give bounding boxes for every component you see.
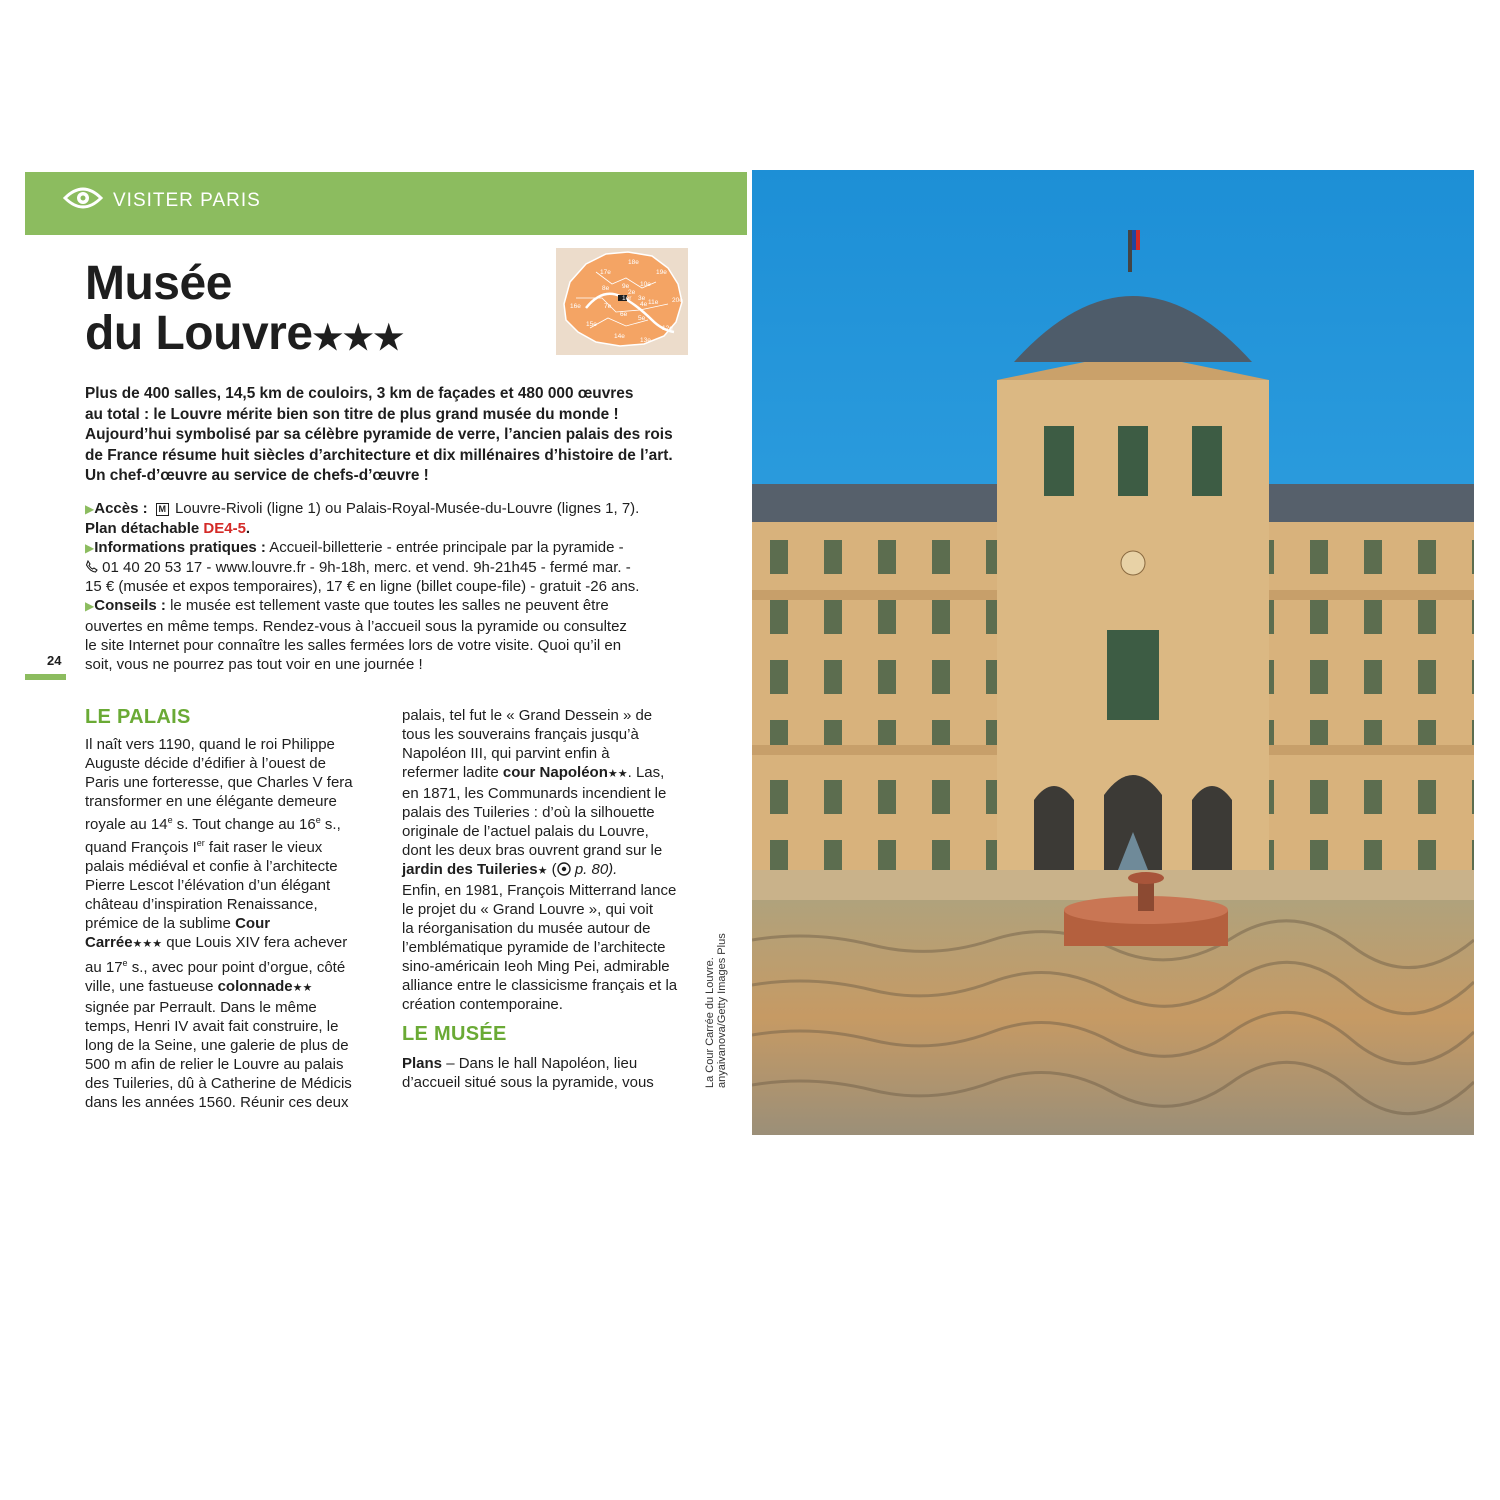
text-line: Paris une forteresse, que Charles V fera [85,774,353,791]
district-label: 16e [570,303,581,310]
text-line: sino-américain Ieoh Ming Pei, admirable [402,958,670,975]
practical-info [85,499,700,674]
plan-reference: DE4-5 [203,520,246,538]
district-label: 4e [640,301,648,308]
access-label: Accès : [94,500,148,517]
page-title [85,259,404,363]
intro-line: Un chef-d’œuvre au service de chefs-d’œuvre ! [85,467,429,484]
page-number-bar [25,674,66,680]
paris-map-icon [556,248,688,355]
text-line: dont les deux bras ouvrent grand sur le [402,842,663,859]
palais-column [85,735,385,1112]
text-line: Carrée★★★ que Louis XIV fera achever [85,934,348,951]
district-label: 10e [640,281,651,288]
intro-line: Plus de 400 salles, 14,5 km de couloirs, 3 km de façades et 480 000 œuvres [85,385,634,402]
text-line: Pierre Lescot l’élévation d’un élégant [85,877,331,894]
text-line: tous les souverains français jusqu’à [402,726,639,743]
district-label: 1er [622,295,632,302]
text-line: prémice de la sublime Cour [85,915,271,932]
louvre-photo [752,170,1474,1135]
text-line: Il naît vers 1190, quand le roi Philippe [85,736,335,753]
tips-line: ouvertes en même temps. Rendez-vous à l’accueil sous la pyramide ou consultez [85,617,627,635]
practical-label: Informations pratiques : [94,539,266,557]
section-heading-musee: LE MUSÉE [402,1023,507,1045]
text-line: Enfin, en 1981, François Mitterrand lance [402,882,677,899]
intro-line: Aujourd’hui symbolisé par sa célèbre pyramide de verre, l’ancien palais des rois [85,426,673,443]
see-reference-icon [557,862,571,876]
text-line: quand François Ier fait raser le vieux [85,838,323,856]
district-label: 14e [614,333,625,340]
triangle-bullet-icon: ▶ [85,541,95,556]
text-line: 500 m afin de relier le Louvre au palais [85,1056,344,1073]
text-line: le projet du « Grand Louvre », qui voit [402,901,653,918]
practical-text: 01 40 20 53 17 - www.louvre.fr - 9h-18h, merc. et vend. 9h-21h45 - fermé mar. - [102,559,631,577]
locator-map [556,248,688,355]
district-label: 5e [638,315,646,322]
title-stars: ★★★ [312,319,404,357]
district-label: 3e [638,295,646,302]
caption-title: La Cour Carrée du Louvre. [704,957,716,1088]
district-label: 9e [622,283,630,290]
text-line: long de la Seine, une galerie de plus de [85,1037,349,1054]
musee-column [402,1054,702,1092]
plan-line [85,519,700,538]
district-label: 6e [620,311,628,318]
banner-title: VISITER PARIS [113,190,261,211]
title-line1: Musée [85,257,232,310]
text-line: transformer en une élégante demeure [85,793,337,810]
text-line: Napoléon III, qui parvint enfin à [402,745,610,762]
access-text: Louvre-Rivoli (ligne 1) ou Palais-Royal-Musée-du-Louvre (lignes 1, 7). [174,500,640,517]
text-line: palais des Tuileries : d’où la silhouette [402,804,655,821]
practical-text: Accueil-billetterie - entrée principale par la pyramide - [269,539,624,557]
text-line: ville, une fastueuse colonnade★★ [85,978,313,995]
text-line: palais médiéval et confie à l’architecte [85,858,338,875]
text-line: refermer ladite cour Napoléon★★. Las, [402,764,665,781]
practical-line: 15 € (musée et expos temporaires), 17 € en ligne (billet coupe-file) - gratuit -26 ans. [85,578,640,596]
triangle-bullet-icon: ▶ [85,502,95,516]
intro-line: de France résume huit siècles d’architecture et dix millénaires d’histoire de l’art. [85,446,673,464]
tips-line [85,596,700,616]
phone-icon [85,560,98,573]
district-label: 15e [586,321,597,328]
text-line: Plans – Dans le hall Napoléon, lieu [402,1055,638,1072]
text-line: palais, tel fut le « Grand Dessein » de [402,707,653,724]
plan-dot: . [245,520,251,538]
district-label: 11e [648,299,659,306]
text-line: Auguste décide d’édifier à l’ouest de [85,755,326,772]
intro-paragraph [85,384,695,487]
tips-line: soit, vous ne pourrez pas tout voir en une journée ! [85,655,423,673]
plan-label: Plan détachable [85,520,200,538]
text-line: l’emblématique pyramide de l’architecte [402,939,666,956]
second-column [402,706,702,1014]
district-label: 12e [662,325,673,332]
section-heading-palais: LE PALAIS [85,706,191,728]
text-line: jardin des Tuileries★ ( p. 80). [402,861,618,878]
eye-icon [63,186,103,210]
text-line: château d’inspiration Renaissance, [85,896,318,913]
text-line: création contemporaine. [402,996,563,1013]
practical-line [85,538,700,558]
metro-icon: M [156,503,169,516]
district-label: 8e [602,285,610,292]
practical-line [85,558,700,577]
access-line [85,499,700,519]
text-line: au 17e s., avec pour point d’orgue, côté [85,958,346,976]
text-line: d’accueil situé sous la pyramide, vous [402,1074,654,1091]
district-label: 18e [628,259,639,266]
district-label: 7e [604,303,612,310]
text-line: originale de l’actuel palais du Louvre, [402,823,649,840]
intro-line: au total : le Louvre mérite bien son titre de plus grand musée du monde ! [85,405,619,423]
district-label: 20e [672,297,683,304]
triangle-bullet-icon: ▶ [85,599,95,614]
tips-text: le musée est tellement vaste que toutes les salles ne peuvent être [170,597,609,615]
title-line2: du Louvre [85,307,313,360]
photo-caption [704,933,728,1088]
district-label: 19e [656,269,667,276]
text-line: des Tuileries, dû à Catherine de Médicis [85,1075,352,1092]
tips-line: le site Internet pour connaître les salles fermées lors de votre visite. Quoi qu’il en [85,636,622,654]
tips-label: Conseils : [94,597,166,615]
district-label: 17e [600,269,611,276]
text-line: alliance entre le classicisme français et la [402,977,678,994]
text-line: royale au 14e s. Tout change au 16e s., [85,815,341,833]
district-label: 2e [628,289,636,296]
caption-credit: anyaivanova/Getty Images Plus [716,933,728,1088]
page-number: 24 [47,653,62,668]
text-line: dans les années 1560. Réunir ces deux [85,1094,349,1111]
text-line: temps, Henri IV avait fait construire, le [85,1018,339,1035]
text-line: en 1871, les Communards incendient le [402,785,667,802]
text-line: la réorganisation du musée autour de [402,920,651,937]
text-line: signée par Perrault. Dans le même [85,999,317,1016]
section-banner [25,172,747,235]
district-label: 13e [640,337,651,344]
